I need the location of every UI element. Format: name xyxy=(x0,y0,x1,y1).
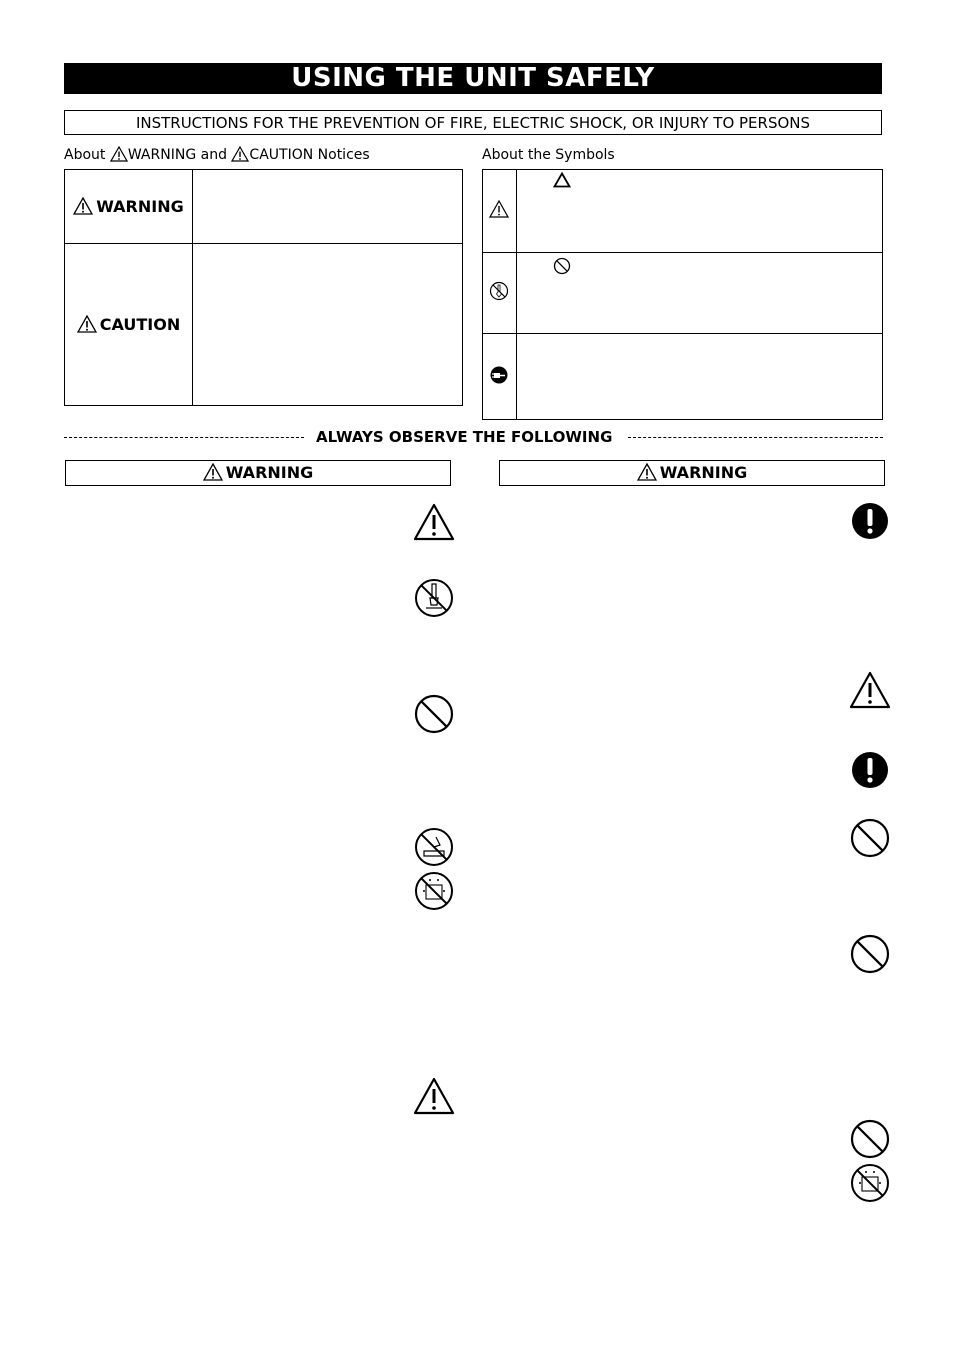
caution-notice-label-cell xyxy=(65,244,193,406)
caution-triangle-icon xyxy=(489,200,509,218)
caution-triangle-icon xyxy=(413,1077,455,1115)
caution-triangle-icon xyxy=(849,671,891,709)
caution-triangle-icon xyxy=(77,315,97,333)
warning-triangle-icon xyxy=(110,146,128,162)
no-wet-hands-icon xyxy=(414,871,454,911)
no-water-icon xyxy=(414,827,454,867)
unplug-icon xyxy=(489,365,509,385)
notices-heading-and: and xyxy=(200,147,227,163)
warning-triangle-icon xyxy=(637,463,657,481)
symbol-description-mandatory xyxy=(516,334,882,420)
caution-notice-row xyxy=(65,244,463,406)
symbols-heading: About the Symbols xyxy=(482,147,615,163)
page-title: USING THE UNIT SAFELY xyxy=(64,63,882,94)
prohibited-icon xyxy=(850,934,890,974)
symbol-description-caution xyxy=(516,170,882,253)
no-wet-hands-icon xyxy=(850,1163,890,1203)
notices-heading-caution: CAUTION xyxy=(249,147,314,163)
warning-triangle-icon xyxy=(203,463,223,481)
notices-heading-notices: Notices xyxy=(317,147,370,163)
symbol-cell-mandatory xyxy=(483,334,517,420)
notices-heading-warning: WARNING xyxy=(127,147,197,163)
mandatory-icon xyxy=(851,502,889,540)
prohibited-icon xyxy=(850,1119,890,1159)
caution-notice-description-cell xyxy=(192,244,462,406)
mandatory-icon xyxy=(851,751,889,789)
warning-notice-label xyxy=(73,197,184,216)
right-warning-header xyxy=(499,460,885,486)
prohibited-circle-icon xyxy=(553,257,571,275)
observe-divider-left xyxy=(64,437,304,438)
caution-notice-text: CAUTION xyxy=(99,315,181,334)
triangle-outline-icon xyxy=(553,172,571,188)
warning-notice-label-cell xyxy=(65,170,193,244)
symbol-cell-prohibited xyxy=(483,253,517,334)
left-warning-label: WARNING xyxy=(225,463,314,482)
right-warning-label: WARNING xyxy=(659,463,748,482)
symbol-row-mandatory xyxy=(483,334,883,420)
warning-triangle-icon xyxy=(73,197,93,215)
notices-heading-about: About xyxy=(64,147,106,163)
symbol-cell-caution xyxy=(483,170,517,253)
left-warning-header xyxy=(65,460,451,486)
observe-divider-right xyxy=(628,437,883,438)
symbol-description-prohibited xyxy=(516,253,882,334)
prohibited-icon xyxy=(414,694,454,734)
observe-heading: ALWAYS OBSERVE THE FOLLOWING xyxy=(316,428,613,446)
no-disassemble-small-icon xyxy=(489,281,509,301)
prohibited-icon xyxy=(850,818,890,858)
caution-triangle-icon xyxy=(413,503,455,541)
warning-notice-description-cell xyxy=(192,170,462,244)
notices-table xyxy=(64,169,463,406)
symbols-table xyxy=(482,169,883,420)
notices-heading xyxy=(64,146,370,164)
no-disassemble-icon xyxy=(414,578,454,618)
caution-notice-label xyxy=(77,315,180,334)
warning-notice-text: WARNING xyxy=(96,197,184,216)
warning-notice-row xyxy=(65,170,463,244)
caution-triangle-small-icon xyxy=(231,146,249,162)
symbol-row-caution xyxy=(483,170,883,253)
page-subtitle: INSTRUCTIONS FOR THE PREVENTION OF FIRE, ELECTRIC SHOCK, OR INJURY TO PERSONS xyxy=(64,110,882,135)
symbol-row-prohibited xyxy=(483,253,883,334)
